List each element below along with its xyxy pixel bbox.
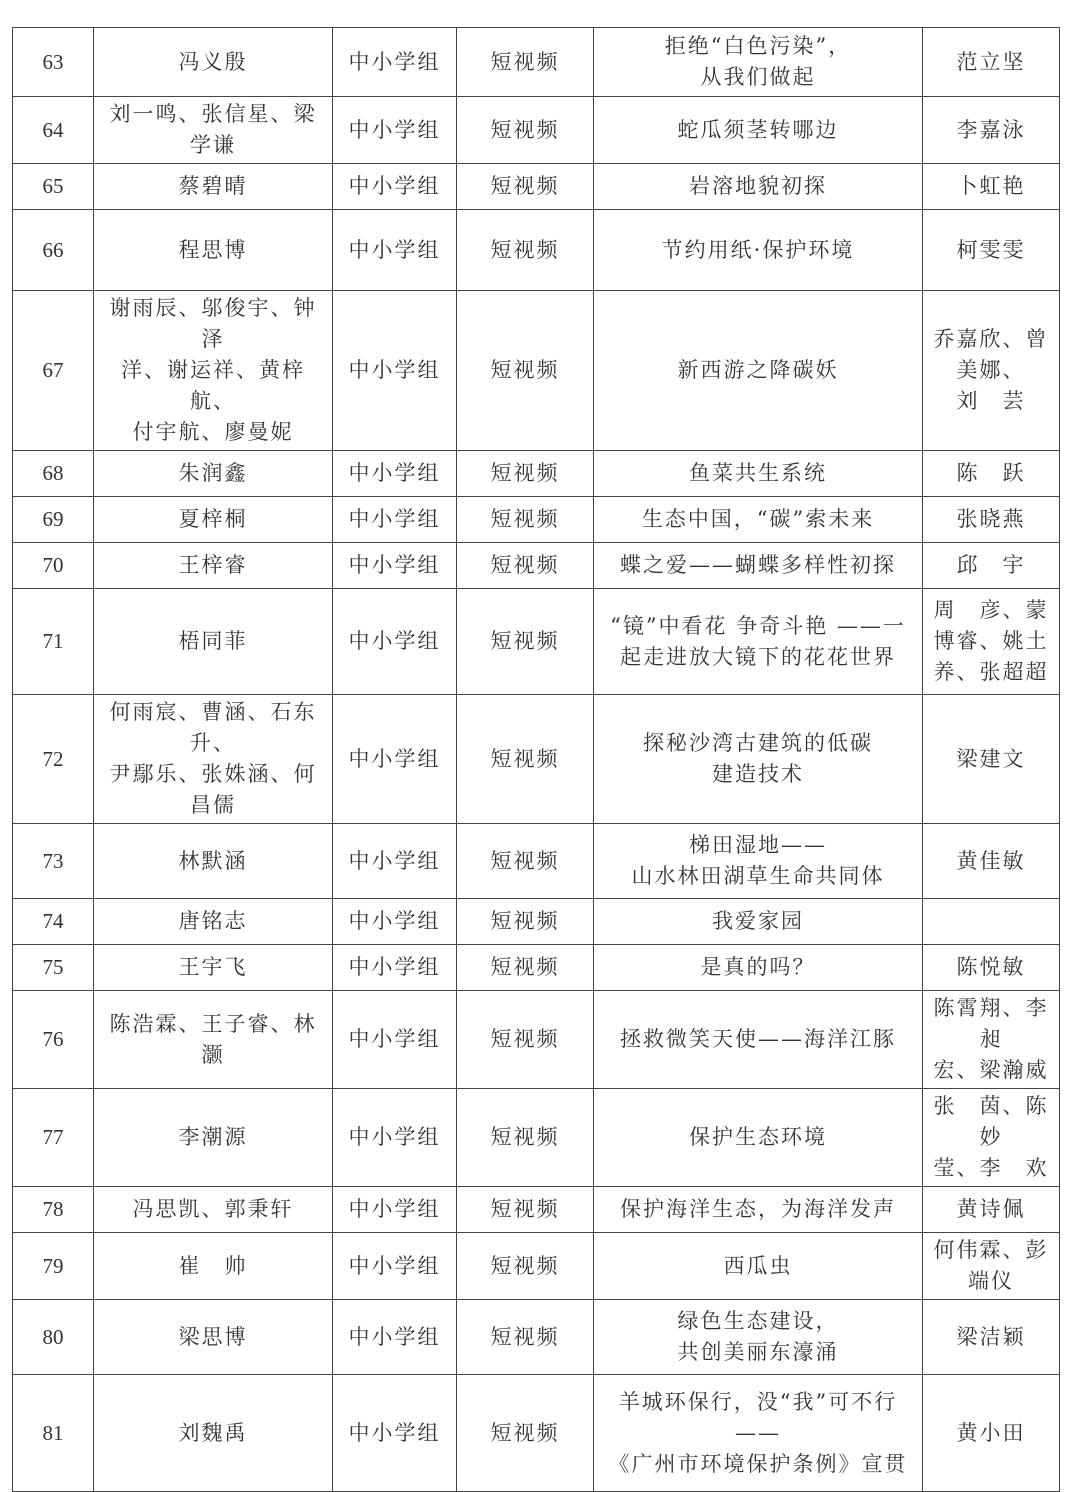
cell-title (594, 28, 923, 97)
cell-authors-line: 何雨宸、曹涵、石东升、 (109, 700, 317, 755)
cell-authors-line: 刘魏禹 (178, 1420, 248, 1445)
cell-group: 中小学组 (333, 824, 457, 899)
cell-title-line: 新西游之降碳妖 (677, 358, 839, 382)
cell-authors (94, 1233, 333, 1300)
cell-type: 短视频 (457, 291, 594, 451)
cell-group: 中小学组 (333, 28, 457, 97)
cell-authors (94, 1375, 333, 1492)
cell-authors-line: 李潮源 (178, 1125, 248, 1149)
cell-authors (94, 1187, 333, 1233)
cell-authors-line: 夏梓桐 (178, 507, 248, 531)
table-row (13, 97, 1060, 164)
cell-title (594, 1233, 923, 1300)
cell-type: 短视频 (457, 945, 594, 991)
cell-title-line: 西瓜虫 (723, 1253, 793, 1278)
cell-title-line: 岩溶地貌初探 (689, 174, 827, 198)
cell-advisor-line: 黄诗佩 (956, 1197, 1026, 1221)
cell-advisor (923, 497, 1060, 543)
cell-type: 短视频 (457, 1089, 594, 1187)
table-row (13, 824, 1060, 899)
cell-type: 短视频 (457, 899, 594, 945)
cell-type: 短视频 (457, 451, 594, 497)
table-row (13, 543, 1060, 589)
cell-authors-line: 林默涵 (178, 848, 248, 873)
cell-authors-line: 付宇航、廖曼妮 (132, 420, 294, 444)
cell-title-line: 起走进放大镜下的花花世界 (620, 644, 896, 669)
table-row (13, 497, 1060, 543)
cell-authors (94, 589, 333, 695)
cell-authors (94, 497, 333, 543)
cell-type: 短视频 (457, 824, 594, 899)
table-row (13, 1375, 1060, 1492)
cell-advisor-line: 何伟霖、彭 (933, 1238, 1049, 1262)
cell-advisor (923, 1089, 1060, 1187)
cell-authors-line: 冯义殷 (178, 49, 248, 74)
cell-title-line: 探秘沙湾古建筑的低碳 (643, 731, 873, 755)
table-row (13, 164, 1060, 210)
cell-number: 75 (13, 945, 94, 991)
cell-authors (94, 991, 333, 1089)
cell-title (594, 589, 923, 695)
cell-number: 69 (13, 497, 94, 543)
cell-type: 短视频 (457, 543, 594, 589)
cell-authors-line: 尹鄢乐、张姝涵、何昌儒 (109, 762, 317, 817)
cell-advisor (923, 899, 1060, 945)
cell-advisor-line: 美娜、 (956, 358, 1026, 382)
table-row (13, 291, 1060, 451)
cell-group: 中小学组 (333, 97, 457, 164)
cell-title (594, 210, 923, 291)
table-row (13, 210, 1060, 291)
cell-group: 中小学组 (333, 589, 457, 695)
cell-type: 短视频 (457, 589, 594, 695)
cell-authors (94, 543, 333, 589)
cell-title-line: 鱼菜共生系统 (689, 461, 827, 485)
cell-group: 中小学组 (333, 1187, 457, 1233)
cell-advisor (923, 1300, 1060, 1375)
cell-title (594, 945, 923, 991)
cell-title (594, 824, 923, 899)
cell-title (594, 1089, 923, 1187)
cell-authors (94, 1089, 333, 1187)
cell-advisor (923, 945, 1060, 991)
table-row (13, 899, 1060, 945)
cell-authors (94, 97, 333, 164)
cell-authors (94, 695, 333, 824)
table-row (13, 1089, 1060, 1187)
cell-authors-line: 洋、谢运祥、黄梓航、 (121, 358, 305, 413)
cell-group: 中小学组 (333, 695, 457, 824)
table-row (13, 945, 1060, 991)
cell-title (594, 991, 923, 1089)
cell-type: 短视频 (457, 1300, 594, 1375)
cell-number: 66 (13, 210, 94, 291)
cell-title-line: 绿色生态建设， (677, 1309, 839, 1333)
cell-authors (94, 899, 333, 945)
table-row (13, 451, 1060, 497)
cell-type: 短视频 (457, 1375, 594, 1492)
cell-title (594, 543, 923, 589)
cell-advisor-line: 莹、李 欢 (933, 1156, 1049, 1180)
cell-advisor-line: 端仪 (968, 1269, 1014, 1293)
cell-number: 64 (13, 97, 94, 164)
cell-advisor (923, 97, 1060, 164)
cell-group: 中小学组 (333, 1375, 457, 1492)
cell-advisor-line: 邱 宇 (956, 553, 1026, 577)
cell-title-line: 拯救微笑天使——海洋江豚 (620, 1027, 896, 1051)
cell-title (594, 899, 923, 945)
cell-title-line: 蛇瓜须茎转哪边 (677, 117, 839, 142)
cell-advisor-line: 黄佳敏 (956, 848, 1026, 873)
cell-authors-line: 王梓睿 (178, 553, 248, 577)
cell-authors (94, 1300, 333, 1375)
cell-type: 短视频 (457, 1233, 594, 1300)
cell-group: 中小学组 (333, 945, 457, 991)
cell-title-line: 羊城环保行，没“我”可不行—— (618, 1389, 898, 1445)
cell-title-line: 从我们做起 (700, 65, 816, 89)
award-list-body (13, 28, 1060, 1492)
table-row (13, 1187, 1060, 1233)
cell-title (594, 451, 923, 497)
cell-authors-line: 蔡碧晴 (178, 174, 248, 198)
cell-title-line: “镜”中看花 争奇斗艳 ——一 (610, 613, 906, 638)
cell-title (594, 1300, 923, 1375)
cell-number: 74 (13, 899, 94, 945)
cell-title-line: 《广州市环境保护条例》宣贯 (608, 1451, 908, 1476)
cell-authors (94, 291, 333, 451)
cell-authors (94, 824, 333, 899)
cell-number: 79 (13, 1233, 94, 1300)
cell-title (594, 164, 923, 210)
cell-authors-line: 梧同菲 (178, 629, 248, 653)
cell-number: 80 (13, 1300, 94, 1375)
cell-advisor-line: 宏、梁瀚威 (933, 1058, 1049, 1082)
cell-advisor (923, 589, 1060, 695)
cell-advisor (923, 28, 1060, 97)
cell-type: 短视频 (457, 164, 594, 210)
cell-type: 短视频 (457, 1187, 594, 1233)
cell-title-line: 保护生态环境 (689, 1125, 827, 1149)
cell-group: 中小学组 (333, 164, 457, 210)
cell-type: 短视频 (457, 210, 594, 291)
cell-number: 77 (13, 1089, 94, 1187)
cell-type: 短视频 (457, 97, 594, 164)
cell-title-line: 生态中国，“碳”索未来 (641, 507, 875, 531)
cell-advisor (923, 164, 1060, 210)
cell-title-line: 我爱家园 (712, 909, 804, 933)
cell-title-line: 节约用纸·保护环境 (661, 237, 855, 262)
cell-number: 71 (13, 589, 94, 695)
cell-advisor (923, 210, 1060, 291)
cell-title (594, 97, 923, 164)
cell-authors (94, 28, 333, 97)
cell-group: 中小学组 (333, 899, 457, 945)
cell-number: 65 (13, 164, 94, 210)
cell-advisor (923, 1187, 1060, 1233)
cell-group: 中小学组 (333, 1089, 457, 1187)
cell-group: 中小学组 (333, 210, 457, 291)
cell-authors-line: 刘一鸣、张信星、梁学谦 (109, 102, 317, 157)
table-row (13, 28, 1060, 97)
cell-number: 67 (13, 291, 94, 451)
cell-authors-line: 朱润鑫 (178, 461, 248, 485)
cell-authors-line: 王宇飞 (178, 955, 248, 979)
cell-group: 中小学组 (333, 1300, 457, 1375)
cell-advisor-line: 张晓燕 (956, 507, 1026, 531)
cell-type: 短视频 (457, 695, 594, 824)
cell-title-line: 保护海洋生态，为海洋发声 (620, 1197, 896, 1221)
cell-advisor (923, 451, 1060, 497)
cell-title (594, 497, 923, 543)
cell-advisor (923, 291, 1060, 451)
cell-number: 72 (13, 695, 94, 824)
cell-advisor (923, 543, 1060, 589)
cell-group: 中小学组 (333, 497, 457, 543)
cell-number: 81 (13, 1375, 94, 1492)
cell-title (594, 291, 923, 451)
cell-group: 中小学组 (333, 451, 457, 497)
cell-number: 68 (13, 451, 94, 497)
cell-advisor-line: 周 彦、蒙 (933, 598, 1049, 622)
cell-number: 73 (13, 824, 94, 899)
cell-authors (94, 945, 333, 991)
table-row (13, 695, 1060, 824)
cell-authors (94, 164, 333, 210)
cell-title-line: 蝶之爱——蝴蝶多样性初探 (620, 553, 896, 577)
cell-number: 70 (13, 543, 94, 589)
cell-advisor-line: 刘 芸 (956, 389, 1026, 413)
cell-authors (94, 451, 333, 497)
cell-title-line: 共创美丽东濠涌 (677, 1340, 839, 1364)
cell-title (594, 695, 923, 824)
cell-number: 76 (13, 991, 94, 1089)
cell-advisor-line: 李嘉泳 (956, 117, 1026, 142)
table-row (13, 991, 1060, 1089)
cell-advisor-line: 陈霄翔、李昶 (933, 996, 1049, 1051)
cell-title-line: 拒绝“白色污染”， (664, 34, 852, 58)
cell-authors-line: 谢雨辰、邬俊宇、钟泽 (109, 296, 317, 351)
cell-title-line: 是真的吗？ (700, 955, 816, 979)
cell-group: 中小学组 (333, 1233, 457, 1300)
cell-advisor-line: 养、张超超 (933, 660, 1049, 684)
cell-title-line: 山水林田湖草生命共同体 (631, 864, 885, 888)
cell-authors-line: 陈浩霖、王子睿、林灏 (109, 1011, 317, 1067)
cell-title-line: 梯田湿地—— (689, 833, 827, 857)
cell-advisor-line: 乔嘉欣、曾 (933, 327, 1049, 351)
table-row (13, 589, 1060, 695)
cell-authors-line: 冯思凯、郭秉轩 (132, 1197, 294, 1221)
table-row (13, 1300, 1060, 1375)
cell-advisor-line: 陈 跃 (956, 461, 1026, 485)
cell-advisor-line: 梁建文 (956, 746, 1026, 771)
cell-authors-line: 崔 帅 (178, 1253, 248, 1278)
cell-title (594, 1375, 923, 1492)
cell-authors-line: 梁思博 (178, 1324, 248, 1349)
award-list-table (12, 27, 1060, 1492)
cell-advisor-line: 张 茵、陈妙 (933, 1094, 1049, 1149)
cell-type: 短视频 (457, 28, 594, 97)
cell-type: 短视频 (457, 497, 594, 543)
cell-group: 中小学组 (333, 543, 457, 589)
cell-advisor (923, 991, 1060, 1089)
cell-advisor-line: 博睿、姚土 (933, 629, 1049, 653)
table-row (13, 1233, 1060, 1300)
cell-advisor (923, 1233, 1060, 1300)
cell-title-line: 建造技术 (712, 762, 804, 786)
cell-group: 中小学组 (333, 291, 457, 451)
cell-advisor-line: 卜虹艳 (956, 174, 1026, 198)
cell-authors-line: 唐铭志 (178, 909, 248, 933)
cell-number: 63 (13, 28, 94, 97)
cell-advisor-line: 范立坚 (956, 49, 1026, 74)
cell-advisor (923, 695, 1060, 824)
cell-type: 短视频 (457, 991, 594, 1089)
cell-advisor-line: 黄小田 (956, 1420, 1026, 1445)
cell-group: 中小学组 (333, 991, 457, 1089)
cell-advisor-line: 柯雯雯 (956, 237, 1026, 262)
cell-authors-line: 程思博 (178, 237, 248, 262)
cell-title (594, 1187, 923, 1233)
cell-advisor-line: 梁洁颖 (956, 1324, 1026, 1349)
cell-number: 78 (13, 1187, 94, 1233)
cell-authors (94, 210, 333, 291)
cell-advisor (923, 1375, 1060, 1492)
cell-advisor-line: 陈悦敏 (956, 955, 1026, 979)
cell-advisor (923, 824, 1060, 899)
